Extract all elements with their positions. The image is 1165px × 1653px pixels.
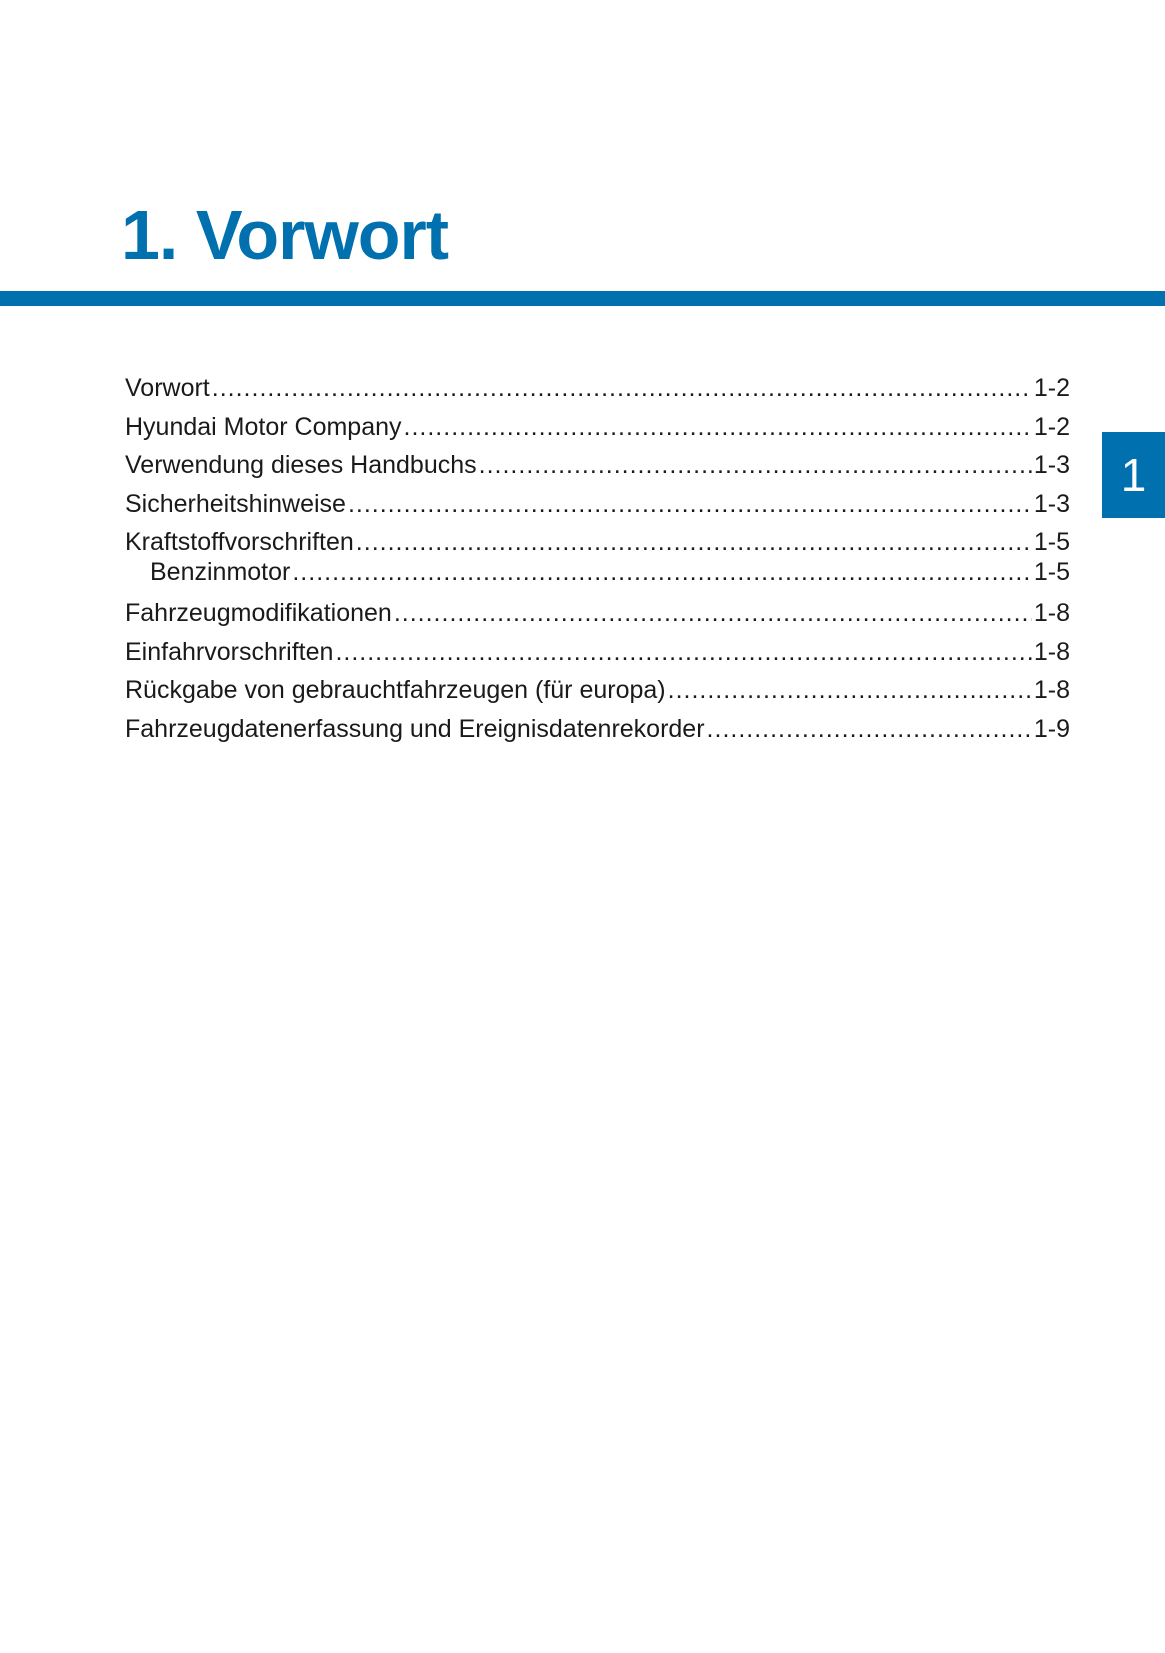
toc-entry[interactable] xyxy=(125,599,1070,638)
toc-entry-title: Fahrzeugmodifikationen xyxy=(125,599,392,627)
title-divider xyxy=(0,291,1165,306)
toc-entry-title: Fahrzeugdatenerfassung und Ereignisdatenrekorder xyxy=(125,714,705,743)
toc-entry-title: Benzinmotor xyxy=(150,558,291,586)
toc-entry-page: 1-8 xyxy=(1033,599,1070,627)
toc-entry-page: 1-8 xyxy=(1033,676,1070,704)
toc-entry-page: 1-5 xyxy=(1033,528,1070,556)
chapter-title: 1. Vorwort xyxy=(121,196,449,274)
dot-leader xyxy=(212,374,1032,403)
dot-leader xyxy=(292,558,1032,587)
toc-entry-page: 1-5 xyxy=(1033,558,1070,586)
toc-entry-page: 1-2 xyxy=(1033,412,1070,441)
toc-entry-title: Verwendung dieses Handbuchs xyxy=(125,451,477,479)
dot-leader xyxy=(335,638,1031,667)
table-of-contents xyxy=(125,374,1070,753)
dot-leader xyxy=(404,413,1032,442)
toc-entry[interactable] xyxy=(125,715,1070,754)
toc-entry-title: Vorwort xyxy=(125,374,210,402)
toc-entry[interactable] xyxy=(125,413,1070,452)
toc-entry[interactable] xyxy=(125,528,1070,558)
toc-entry-title: Hyundai Motor Company xyxy=(125,412,402,441)
toc-entry-page: 1-2 xyxy=(1033,374,1070,402)
toc-entry[interactable] xyxy=(125,638,1070,677)
chapter-tab: 1 xyxy=(1102,432,1165,518)
dot-leader xyxy=(394,599,1032,628)
toc-entry-page: 1-3 xyxy=(1033,451,1070,479)
dot-leader xyxy=(356,528,1032,557)
toc-entry-title: Rückgabe von gebrauchtfahrzeugen (für europa) xyxy=(125,676,666,704)
dot-leader xyxy=(348,490,1032,519)
toc-entry[interactable] xyxy=(125,451,1070,490)
toc-entry[interactable] xyxy=(125,374,1070,413)
dot-leader xyxy=(707,715,1032,744)
dot-leader xyxy=(479,451,1032,480)
toc-entry-title: Kraftstoffvorschriften xyxy=(125,528,354,556)
toc-subentry[interactable] xyxy=(125,558,1070,588)
toc-entry-page: 1-3 xyxy=(1033,489,1070,518)
toc-entry[interactable] xyxy=(125,676,1070,715)
toc-entry-title: Sicherheitshinweise xyxy=(125,489,346,518)
toc-entry-page: 1-8 xyxy=(1033,637,1070,666)
toc-entry[interactable] xyxy=(125,490,1070,529)
dot-leader xyxy=(668,676,1032,705)
toc-entry-page: 1-9 xyxy=(1033,714,1070,743)
toc-entry-title: Einfahrvorschriften xyxy=(125,637,334,666)
